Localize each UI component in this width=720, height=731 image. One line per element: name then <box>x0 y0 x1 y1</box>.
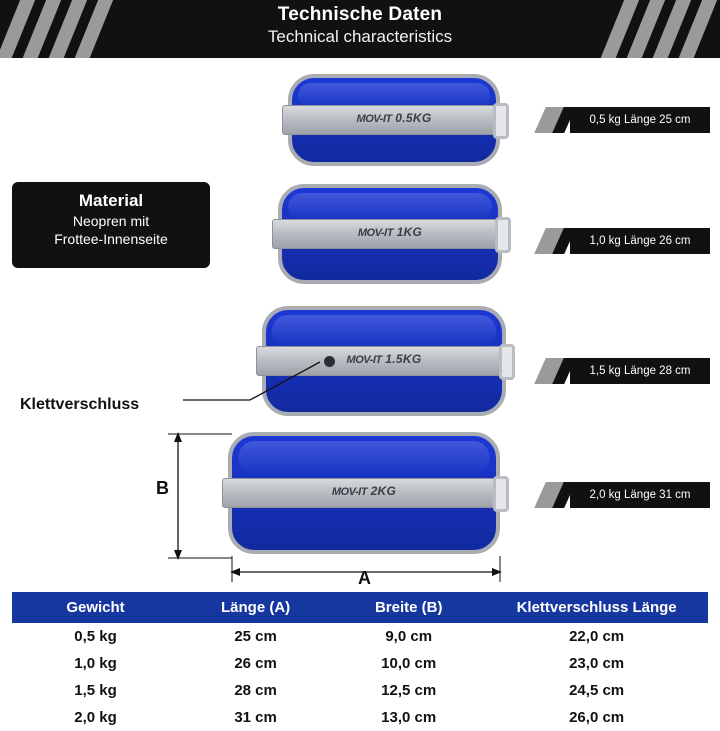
size-banner-label: 1,5 kg Länge 28 cm <box>570 358 710 384</box>
page-title-en: Technical characteristics <box>267 27 453 46</box>
table-header-breite: Breite (B) <box>332 592 485 623</box>
size-banner-label: 2,0 kg Länge 31 cm <box>570 482 710 508</box>
size-banner-1-5kg <box>540 358 710 384</box>
product-image-1-0kg <box>278 184 502 284</box>
product-image-1-5kg <box>262 306 506 416</box>
table-row <box>12 704 708 731</box>
material-line-2: Frottee-Innenseite <box>54 231 168 247</box>
material-line-1: Neopren mit <box>72 213 150 229</box>
product-logo-label <box>278 225 502 239</box>
product-logo-label <box>228 484 500 498</box>
weight-label: 1KG <box>396 225 423 239</box>
page-title-de: Technische Daten <box>277 4 443 25</box>
table-cell-weight: 0,5 kg <box>74 628 117 645</box>
table-cell-weight: 2,0 kg <box>12 704 179 731</box>
dimension-letter-b: B <box>156 478 169 498</box>
size-banner-2-0kg <box>540 482 710 508</box>
table-cell-width: 10,0 cm <box>332 650 485 677</box>
brand-mark: MOV-IT <box>331 486 367 498</box>
table-header-klettverschluss: Klettverschluss Länge <box>485 592 708 623</box>
table-cell-velcro: 22,0 cm <box>569 628 625 645</box>
table-cell-width: 13,0 cm <box>332 704 485 731</box>
weight-label: 2KG <box>370 484 397 498</box>
table-cell-width: 12,5 cm <box>381 682 437 699</box>
size-banner-label: 0,5 kg Länge 25 cm <box>570 107 710 133</box>
table-header-gewicht: Gewicht <box>12 592 179 623</box>
brand-mark: MOV-IT <box>346 354 382 366</box>
weight-label: 1.5KG <box>385 352 422 366</box>
header-titles <box>0 0 720 47</box>
table-cell-length: 31 cm <box>179 704 332 731</box>
table-cell-length: 26 cm <box>179 650 332 677</box>
table-header-laenge: Länge (A) <box>179 592 332 623</box>
material-title: Material <box>78 191 144 210</box>
product-image-0-5kg <box>288 74 500 166</box>
size-banner-1-0kg <box>540 228 710 254</box>
dimension-letter-a: A <box>358 568 371 588</box>
table-cell-velcro: 24,5 cm <box>569 682 625 699</box>
header-banner <box>0 0 720 58</box>
size-banner-0-5kg <box>540 107 710 133</box>
specifications-table <box>12 592 708 731</box>
table-row <box>12 677 708 704</box>
size-banner-label: 1,0 kg Länge 26 cm <box>570 228 710 254</box>
table-cell-velcro: 26,0 cm <box>485 704 708 731</box>
table-cell-velcro: 23,0 cm <box>485 650 708 677</box>
table-cell-weight: 1,0 kg <box>12 650 179 677</box>
brand-mark: MOV-IT <box>357 227 393 239</box>
product-image-2-0kg <box>228 432 500 554</box>
table-cell-length: 28 cm <box>234 682 277 699</box>
product-logo-label <box>262 352 506 366</box>
material-callout-box <box>12 182 210 268</box>
velcro-callout-label: Klettverschluss <box>20 396 140 413</box>
table-cell-length: 25 cm <box>234 628 277 645</box>
brand-mark: MOV-IT <box>356 113 392 125</box>
product-logo-label <box>288 111 500 125</box>
weight-label: 0.5KG <box>395 111 432 125</box>
table-row <box>12 650 708 677</box>
table-cell-weight: 1,5 kg <box>74 682 117 699</box>
table-row <box>12 623 708 650</box>
table-header-row <box>12 592 708 623</box>
table-cell-width: 9,0 cm <box>385 628 433 645</box>
